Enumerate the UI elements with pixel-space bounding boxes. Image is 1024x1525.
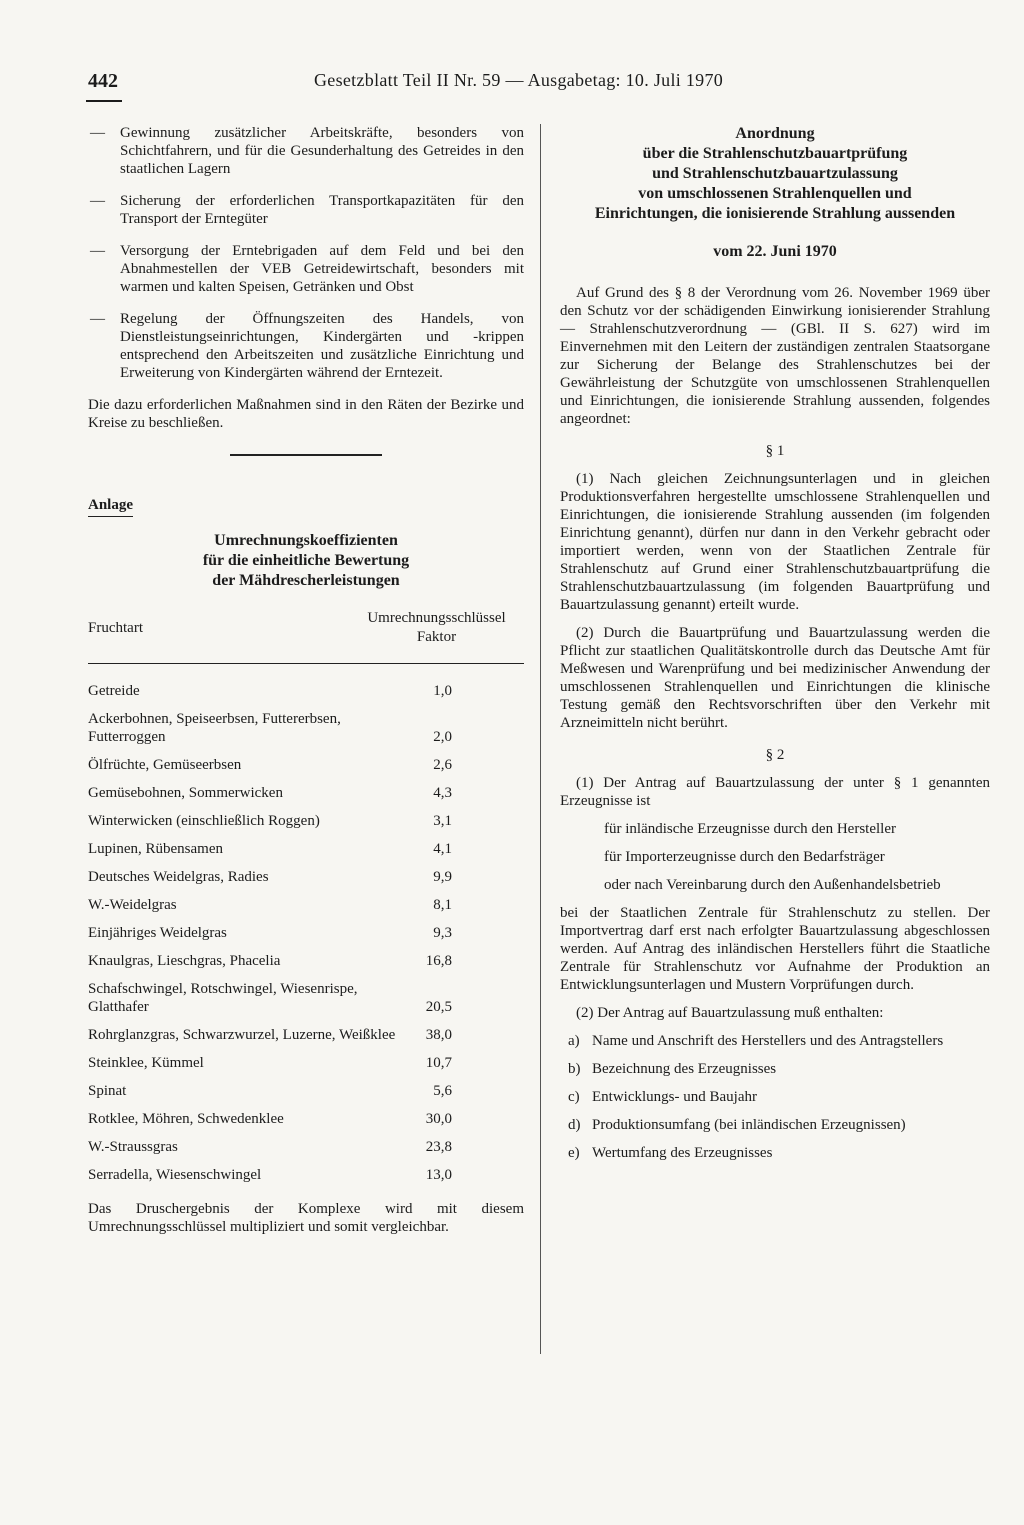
anlage-heading: Anlage [88,496,133,517]
list-item-text: Produktionsumfang (bei inländischen Erzeugnissen) [592,1117,906,1133]
factor-value: 2,6 [433,757,452,773]
list-item [88,242,524,296]
list-item [88,310,524,382]
crop-name: Getreide [88,683,140,699]
list-item-text: Regelung der Öffnungszeiten des Handels, von Dienstleistungseinrichtungen, Kindergärten und -krippen entsprechend den Arbeitszeiten und zusätzliche Einrichtung und Erweiterung von Kindergärten während der Erntezeit. [120,311,524,381]
table-title [88,531,524,591]
page-number-underline [86,100,122,102]
factor-value: 38,0 [425,1027,452,1043]
running-title: Gesetzblatt Teil II Nr. 59 — Ausgabetag: 10. Juli 1970 [314,70,724,90]
crop-name: W.-Straussgras [88,1139,178,1155]
crop-name: Rotklee, Möhren, Schwedenklee [88,1111,284,1127]
table-row [88,840,524,858]
ordinance-title [560,124,990,224]
table-header-rule [88,663,524,664]
crop-name: Steinklee, Kümmel [88,1055,204,1071]
sub-clause: oder nach Vereinbarung durch den Außenhandelsbetrieb [604,877,941,893]
table-row [88,924,524,942]
crop-name: Spinat [88,1083,127,1099]
crop-name: Lupinen, Rübensamen [88,841,223,857]
section-paragraph: (2) Der Antrag auf Bauartzulassung muß enthalten: [576,1005,884,1021]
dash-marker: — [90,193,105,209]
section-paragraph: bei der Staatlichen Zentrale für Strahlenschutz zu stellen. Der Importvertrag darf erst nach erfolgter Bauartzulassung abgeschlossen werden. Auf Antrag des inländischen Herstellers führt die Staatliche Zentrale für Strahlenschutz vor Aufnahme der Produktion an Entwicklungsunterlagen und Mustern Vorprüfungen durch. [560,905,990,993]
left-column [88,124,524,1246]
list-label: c) [568,1089,580,1105]
factor-value: 2,0 [433,729,452,745]
crop-name: Ackerbohnen, Speiseerbsen, Futtererbsen, Futterroggen [88,711,341,745]
list-item [88,124,524,178]
list-item [560,1032,990,1050]
list-item-text: Wertumfang des Erzeugnisses [592,1145,773,1161]
section-paragraph: (1) Der Antrag auf Bauartzulassung der unter § 1 genannten Erzeugnisse ist [560,775,990,809]
factor-value: 10,7 [425,1055,452,1071]
section-heading: § 2 [765,747,785,763]
list-label: d) [568,1117,581,1133]
column-header-factor-line: Umrechnungsschlüssel [367,610,506,626]
list-item [560,1060,990,1078]
factor-value: 9,9 [433,869,452,885]
sub-clause: für Importerzeugnisse durch den Bedarfsträger [604,849,885,865]
table-title-line: für die einheitliche Bewertung [202,552,410,569]
table-header [88,609,524,653]
list-item-text: Entwicklungs- und Baujahr [592,1089,757,1105]
ordinance-title-line: über die Strahlenschutzbauartprüfung [642,145,908,162]
table-row [88,1082,524,1100]
list-item-text: Name und Anschrift des Herstellers und des Antragstellers [592,1033,944,1049]
table-row [88,784,524,802]
factor-value: 9,3 [433,925,452,941]
preamble: Auf Grund des § 8 der Verordnung vom 26. November 1969 über den Schutz vor der schädigenden Einwirkung ionisierender Strahlung — Strahlenschutzverordnung — (GBl. II S. 627) wird im Einvernehmen mit den Leitern der zuständigen zentralen Staatsorgane zur Sicherung der Belange des Strahlenschutzes bei der Gewährleistung der Schutzgüte von umschlossenen Strahlenquellen und Einrichtungen, die ionisierende Strahlung aussenden, folgendes angeordnet: [560,285,990,427]
ordinance-title-line: von umschlossenen Strahlenquellen und [638,185,912,202]
factor-value: 13,0 [425,1167,452,1183]
factor-value: 4,1 [433,841,452,857]
right-column [560,124,990,1172]
list-item [560,1088,990,1106]
list-item [560,1144,990,1162]
table-note: Das Druschergebnis der Komplexe wird mit diesem Umrechnungsschlüssel multipliziert und somit vergleichbar. [88,1201,524,1235]
factor-value: 23,8 [425,1139,452,1155]
crop-name: Einjähriges Weidelgras [88,925,227,941]
crop-name: Deutsches Weidelgras, Radies [88,869,269,885]
column-header-factor [349,609,524,647]
crop-name: Gemüsebohnen, Sommerwicken [88,785,283,801]
dash-marker: — [90,243,105,259]
list-item-text: Versorgung der Erntebrigaden auf dem Feld und bei den Abnahmestellen der VEB Getreidewirtschaft, besonders mit warmen und kalten Speisen, Getränken und Obst [120,243,524,295]
table-row [88,682,524,700]
factor-value: 20,5 [425,999,452,1015]
factor-value: 16,8 [425,953,452,969]
table-row [88,868,524,886]
page-number: 442 [88,70,118,92]
list-label: b) [568,1061,581,1077]
crop-name: Ölfrüchte, Gemüseerbsen [88,757,242,773]
factor-value: 1,0 [433,683,452,699]
table-row [88,1026,524,1044]
factor-value: 5,6 [433,1083,452,1099]
factor-value: 4,3 [433,785,452,801]
table-row [88,710,524,746]
factor-value: 30,0 [425,1111,452,1127]
factor-value: 3,1 [433,813,452,829]
crop-name: Serradella, Wiesenschwingel [88,1167,262,1183]
section-heading: § 1 [765,443,785,459]
list-item-text: Gewinnung zusätzlicher Arbeitskräfte, besonders von Schichtfahrern, und für die Gesunderhaltung des Getreides in den staatlichen Lagern [120,125,524,177]
ordinance-date: vom 22. Juni 1970 [713,243,837,260]
crop-name: Winterwicken (einschließlich Roggen) [88,813,320,829]
table-row [88,756,524,774]
ordinance-title-line: und Strahlenschutzbauartzulassung [652,165,898,182]
table-row [88,952,524,970]
dash-marker: — [90,125,105,141]
section-paragraph: (1) Nach gleichen Zeichnungsunterlagen und in gleichen Produktionsverfahren hergestellte umschlossene Strahlenquellen und Einrichtungen, die ionisierende Strahlung aussenden (im folgenden Einrichtung genannt), dürfen nur dann in den Verkehr gebracht oder importiert werden, wenn von der Staatlichen Zentrale für Strahlenschutz auf Grund einer Strahlenschutzbauartprüfung die Strahlenschutzbauartzulassung (im folgenden Bauartprüfung und Bauartzulassung genannt) erteilt wurde. [560,471,990,613]
ordinance-title-line: Anordnung [735,125,815,142]
list-item-text: Sicherung der erforderlichen Transportkapazitäten für den Transport der Erntegüter [120,193,524,227]
crop-name: Rohrglanzgras, Schwarzwurzel, Luzerne, Weißklee [88,1027,396,1043]
table-row [88,1110,524,1128]
crop-name: Schafschwingel, Rotschwingel, Wiesenrispe, Glatthafer [88,981,358,1015]
dash-marker: — [90,311,105,327]
crop-name: Knaulgras, Lieschgras, Phacelia [88,953,281,969]
section-separator [230,454,382,456]
table-row [88,1054,524,1072]
crop-name: W.-Weidelgras [88,897,177,913]
ordinance-title-line: Einrichtungen, die ionisierende Strahlung aussenden [594,205,956,222]
factor-value: 8,1 [433,897,452,913]
closing-paragraph: Die dazu erforderlichen Maßnahmen sind in den Räten der Bezirke und Kreise zu beschließen. [88,397,524,431]
table-row [88,1138,524,1156]
section-paragraph: (2) Durch die Bauartprüfung und Bauartzulassung werden die Pflicht zur staatlichen Qualitätskontrolle durch das Deutsche Amt für Meßwesen und Warenprüfung und bei medizinischer Anwendung der umschlossenen Strahlenquellen und Einrichtungen die klinische Testung gemäß den Rechtsvorschriften über den Verkehr mit Arzneimitteln nicht berührt. [560,625,990,731]
list-item-text: Bezeichnung des Erzeugnisses [592,1061,777,1077]
sub-clause: für inländische Erzeugnisse durch den Hersteller [604,821,896,837]
list-item [88,192,524,228]
table-row [88,896,524,914]
table-row [88,1166,524,1184]
page-header [88,70,778,100]
list-label: e) [568,1145,580,1161]
column-divider [540,124,541,1354]
table-row [88,812,524,830]
table-title-line: der Mähdrescherleistungen [212,572,400,589]
table-title-line: Umrechnungskoeffizienten [214,532,398,549]
list-label: a) [568,1033,580,1049]
list-item [560,1116,990,1134]
column-header-crop: Fruchtart [88,620,143,636]
column-header-factor-line: Faktor [416,629,457,645]
table-row [88,980,524,1016]
